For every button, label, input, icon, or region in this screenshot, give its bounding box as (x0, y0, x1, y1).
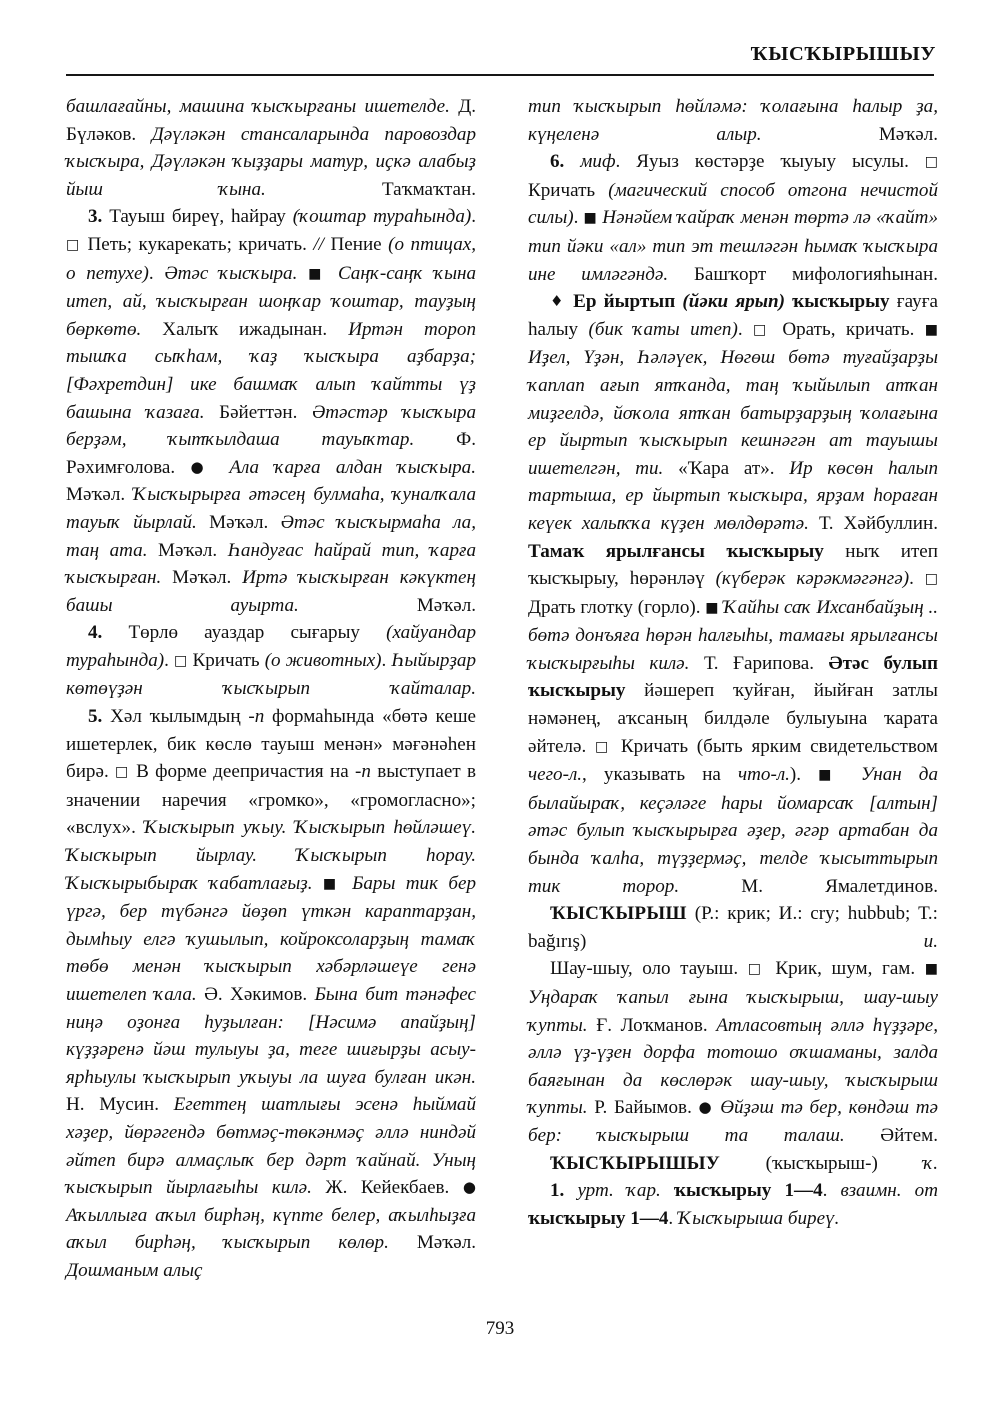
roman-run: , указывать на (582, 764, 739, 786)
italic-run: что-л. (738, 764, 790, 786)
roman-run: . (381, 649, 392, 671)
roman-run: Н. Мусин. (66, 1094, 174, 1116)
running-head: ҠЫСҠЫРЫШЫУ (750, 43, 936, 65)
bold-run: 4. (88, 622, 129, 644)
roman-run (566, 291, 573, 312)
roman-run: «Ҡара ат». (663, 457, 790, 479)
italic-run: // (313, 233, 331, 255)
open-square-icon: □ (924, 571, 938, 588)
roman-run: Таҡмаҡтан. (265, 178, 476, 200)
roman-run (342, 873, 352, 894)
bold-run: 5. (88, 706, 111, 728)
italic-run: (о животных) (264, 649, 382, 671)
open-square-icon: □ (173, 652, 188, 669)
roman-run (214, 457, 229, 478)
italic-run: Бына бит тәнәфес ниңә оҙонға һуҙылған: [Нәсимә апайҙың] күҙҙәренә йәш тулыуы ҙа, теге шиғырҙы асыу-ярһыулы ҡысҡырып уҡыуы ла шуға булған икән. (66, 984, 477, 1088)
roman-run: Ф. Рәхимғолова. (66, 429, 476, 478)
roman-run (844, 764, 861, 785)
italic-run: башлағайны, машина ҡысҡырғаны ишетелде. (66, 96, 450, 117)
italic-run: Нәнәйем ҡайраҡ менән төртә лә «ҡайт» тип йәки «ал» тип эт тешләгән һымаҡ ҡысҡыра ине имләгәндә. (528, 207, 939, 285)
roman-run: Орать, кричать. (771, 318, 925, 340)
roman-run: (Р.: крик; И.: cry; hubbub; Т.: bağırış) (528, 903, 938, 952)
italic-run: Ир көсөн һалып тартыша, ер йыртып ҡысҡыра, ярҙам һораған кеүек халыҡҡа күҙен мөлдөрәтә. (528, 457, 938, 534)
italic-run: Ҡысҡырырға әтәсең булмаһа, ҡуналҡала тауыҡ йырлай. (66, 484, 476, 533)
text-block (528, 1177, 938, 1232)
italic-run: Атласовтың әллә һүҙҙәре, әллә үҙ-үҙен дорфа тотошо оҡшаманы, залда баяғынан да көслөрәк шау-шыу, ҡысҡырыш ҡупты. (528, 1014, 938, 1119)
italic-run: -п (248, 706, 265, 728)
filled-square-icon: ■ (308, 265, 328, 282)
roman-run: Ж. Кейекбаев. (311, 1177, 463, 1199)
italic-run: Уңдараҡ ҡапыл ғына ҡысҡырыш, шау-шыу ҡупты. (528, 987, 938, 1036)
bold-run: 3. (88, 206, 110, 228)
filled-square-icon: ■ (924, 321, 938, 338)
roman-run: . (909, 568, 925, 590)
right-column (528, 93, 938, 1285)
page-folio: 793 (485, 1318, 515, 1339)
roman-run: (ҡысҡырыш-) (765, 1152, 924, 1174)
bold-run: Ер йыртып (573, 291, 683, 313)
roman-run: . (668, 1207, 678, 1229)
diamond-icon: ♦ (550, 292, 566, 311)
roman-run: Мәҡәл. (161, 567, 243, 589)
bold-run: ҡысҡырыу 1—4 (528, 1207, 669, 1229)
bullet-dot-icon: ● (190, 457, 215, 476)
open-square-icon: □ (595, 738, 613, 755)
headword: ҠЫСҠЫРЫШ (550, 903, 695, 925)
italic-run: Дәүләкән стансаларында паровоздар ҡысҡыра, Дәүләкән ҡыҙҙары матур, иҫкә алабыҙ йыш ҡына. (66, 123, 476, 200)
roman-run: ). (789, 764, 819, 786)
italic-run: Әтәс ҡысҡырмаһа ла, таң ата. (66, 511, 476, 561)
roman-run: Ғ. Лоҡманов. (587, 1014, 717, 1036)
text-block (528, 148, 938, 288)
italic-run: взаимн. (840, 1180, 902, 1202)
italic-run: (хайуандар тураһында) (66, 622, 477, 671)
roman-run: выступает в значении наречия «громко», «громогласно»; «вслух». (66, 761, 476, 839)
italic-run: Ҡайһы саҡ Ихсанбайҙың .. бөтә донъяға һөрән һалғыһы, тамағы ярылғансы ҡысҡырғыһы килә. (528, 596, 938, 674)
italic-run: миф (580, 151, 616, 173)
roman-run: Д. Бүләков. (66, 96, 476, 145)
roman-run: В форме деепричастия на (129, 761, 355, 783)
roman-run: Р. Байымов. (587, 1097, 699, 1119)
roman-run: Әйтем. (844, 1124, 938, 1146)
italic-run: (ҡоштар тураһында) (292, 206, 472, 228)
roman-run: ғауға һалыу (528, 291, 938, 340)
roman-run: . Яуыз көстәрҙе ҡыуыу ысулы. (615, 151, 925, 173)
open-square-icon: □ (66, 236, 81, 253)
filled-square-icon: ■ (705, 599, 719, 616)
roman-run: Мәҡәл. (388, 1232, 477, 1254)
italic-run: тип ҡысҡырып һөйләмә: ҡолағына һалыр ҙа, күңеленә алыр. (528, 96, 938, 145)
italic-run: (магический способ отгона нечистой силы) (528, 179, 938, 229)
italic-run: (бик ҡаты итеп) (588, 318, 738, 340)
filled-square-icon: ■ (583, 210, 598, 227)
bold-run: Тамаҡ ярылғансы ҡысҡырыу (528, 540, 824, 562)
italic-run: Әтәстәр ҡысҡыра берҙәм, ҡытҡылдаша тауыҡтар. (66, 401, 476, 451)
italic-run: Ҡысҡырып уҡыу. Ҡысҡырып һөйләшеү. Ҡысҡырып йырлау. Ҡысҡырып һорау. Ҡысҡырыбыраҡ ҡабатлағыҙ. (66, 817, 476, 894)
italic-run: (күберәк кәрәкмәгәнгә) (715, 568, 910, 590)
roman-run: Кричать (528, 179, 609, 201)
roman-run: йәшереп ҡуйған, йыйған затлы нәмәнең, аҡсаның билдәле булыуына ҡарата әйтелә. (528, 680, 938, 757)
roman-run: Мәҡәл. (761, 123, 938, 145)
italic-run: и. (923, 930, 938, 952)
text-columns (66, 93, 938, 1285)
roman-run: Ә. Хәкимов. (196, 984, 315, 1005)
roman-run: Халыҡ ижадынан. (141, 318, 349, 340)
roman-run: Башҡорт мифологияһынан. (668, 263, 938, 285)
italic-run: Иртән тороп тышҡа сыҡһам, ҡаҙ ҡысҡыра аҙбарҙа; [Фәхретдин] ике башмаҡ алып ҡайтты үҙ башына ҡазаға. (66, 318, 476, 423)
italic-run: Һандуғас һайрай тип, ҡарға ҡысҡырған. (66, 539, 476, 589)
roman-run: . (737, 318, 754, 340)
roman-run: Крик, шум, гам. (765, 958, 925, 980)
roman-run (313, 873, 323, 894)
italic-run: Иртә ҡысҡырған кәкүктең башы ауырта. (66, 567, 476, 616)
roman-run: . (148, 262, 165, 284)
italic-run: Аҡыллыға аҡыл бирһәң, күпте белер, аҡылһыҙға аҡыл бирһәң, ҡысҡырып көлөр. (66, 1204, 476, 1254)
italic-run: Саңҡ-саңҡ ҡына итеп, ай, ҡысҡырған шоңҡар ҡоштар, тауҙың бөркөтө. (66, 262, 477, 340)
text-block (528, 93, 938, 148)
roman-run: Драть глотку (горло). (528, 596, 706, 618)
open-square-icon: □ (753, 321, 772, 338)
italic-run: Иҙел, Үҙән, Һәләүек, Нөгөш бөтә туғайҙарҙы ҡаплап ағып ятҡанда, таң ҡыйылып атҡан миҙгелдә, йоҡола ятҡан батырҙарҙың ҡолағына ер йыртып ҡысҡырып кешнәгән ат тауышы ишетелгән, ти. (528, 347, 938, 479)
italic-run: (йәки ярып) (682, 291, 785, 313)
roman-run (902, 1180, 915, 1201)
italic-run: чего-л. (528, 764, 583, 786)
roman-run: ныҡ итеп ҡысҡырыу, һөрәнләү (528, 540, 938, 590)
italic-run: от (914, 1180, 938, 1202)
roman-run: Т. Хәйбуллин. (808, 512, 938, 534)
roman-run: Пение (330, 233, 389, 255)
filled-square-icon: ■ (924, 961, 938, 978)
text-block (66, 619, 476, 703)
italic-run: Егеттең шатлығы эсенә һыймай хәҙер, йөрәгендә бөтмәҫ-төкәнмәҫ әллә ниндәй әйтеп бирә алмаҫлыҡ бер дәрт ҡайнай. Уның ҡысҡырып йырлағыһы килә. (66, 1094, 477, 1199)
italic-run: Бары тик бер үргә, бер түбәнгә йөҙөп үткән караптарҙан, дымһыу елгә ҡушылып, койроксоларҙың тамаҡ төбө менән ҡысҡырып хәбәрләшеүе генә ишетелеп ҡала. (66, 872, 477, 1005)
roman-run: Мәҡәл. (66, 484, 134, 506)
italic-run: Ала ҡарға алдан ҡысҡыра. (229, 456, 476, 478)
text-block (66, 93, 476, 203)
bold-italic-run (682, 291, 785, 312)
text-block (66, 703, 476, 1284)
text-block (528, 900, 938, 955)
bold-run: Әтәс булып ҡысҡырыу (528, 652, 938, 702)
filled-square-icon: ■ (322, 875, 342, 892)
roman-run: Бәйеттән. (204, 401, 312, 423)
italic-run: Өйҙәш тә бер, көндәш тә бер: ҡысҡырыш та талаш. (528, 1097, 939, 1146)
left-column (66, 93, 476, 1285)
open-square-icon: □ (924, 154, 939, 171)
roman-run: . (471, 206, 477, 228)
italic-run: Ҡысҡырыша биреү. (677, 1207, 840, 1229)
roman-run: . (573, 207, 584, 229)
text-block (528, 955, 938, 1149)
roman-run (327, 263, 338, 284)
roman-run: Т. Ғарипова. (689, 652, 829, 674)
headword: ҠЫСҠЫРЫШЫУ (550, 1152, 766, 1174)
open-square-icon: □ (747, 961, 766, 978)
roman-run: . (164, 649, 174, 671)
roman-run: Хәл ҡылымдың (110, 706, 249, 728)
text-block (528, 1150, 938, 1178)
roman-run: Кричать (187, 649, 265, 671)
roman-run: Төрлө ауаздар сығарыу (128, 622, 387, 644)
roman-run: М. Ямалетдинов. (679, 875, 938, 897)
roman-run: Петь; кукарекать; кричать. (80, 233, 314, 255)
roman-run: Кричать (быть ярким свидетельством (612, 735, 939, 757)
open-square-icon: □ (115, 764, 130, 781)
bold-run: ҡысҡырыу (784, 291, 890, 313)
roman-run: . (822, 1180, 841, 1202)
bold-run: 1. (550, 1180, 578, 1202)
roman-run: Тауыш биреү, һайрау (109, 206, 293, 228)
roman-run (297, 263, 308, 284)
roman-run: Мәҡәл. (147, 539, 228, 561)
text-block (66, 203, 476, 619)
italic-run: Дошманым алыҫ (66, 1259, 203, 1281)
italic-run: урт. ҡар. (577, 1180, 674, 1202)
italic-run: Һыйырҙар көтөүҙән ҡысҡырып ҡайталар. (66, 649, 477, 700)
roman-run: Мәҡәл. (196, 511, 281, 533)
header-rule (66, 74, 934, 76)
roman-run: Шау-шыу, оло тауыш. (550, 958, 748, 980)
roman-run: Мәҡәл. (298, 594, 476, 616)
italic-run: Унан да былайыраҡ, кеҫәләге һары йомарсаҡ [алтын] әтәс булып ҡысҡырырға әҙер, әгәр артабан да бында ҡалһа, түҙҙермәҫ, телде ҡысыттырып тик торор. (528, 764, 939, 897)
italic-run: (о птицах, о петухе) (66, 233, 476, 284)
text-block (528, 288, 938, 900)
bold-run: 6. (550, 151, 581, 173)
bullet-dot-icon: ● (462, 1178, 476, 1197)
italic-run: ҡ. (923, 1152, 938, 1174)
filled-square-icon: ■ (818, 767, 844, 784)
bold-run: ҡысҡырыу 1—4 (673, 1180, 823, 1202)
roman-run: формаһында «бөтә кеше ишетерлек, бик көслө тауыш менән» мәғәнәһен бирә. (66, 706, 476, 783)
italic-run: Әтәс ҡысҡыра. (164, 262, 298, 284)
italic-run: -п (355, 761, 371, 783)
bullet-dot-icon: ● (698, 1098, 714, 1117)
